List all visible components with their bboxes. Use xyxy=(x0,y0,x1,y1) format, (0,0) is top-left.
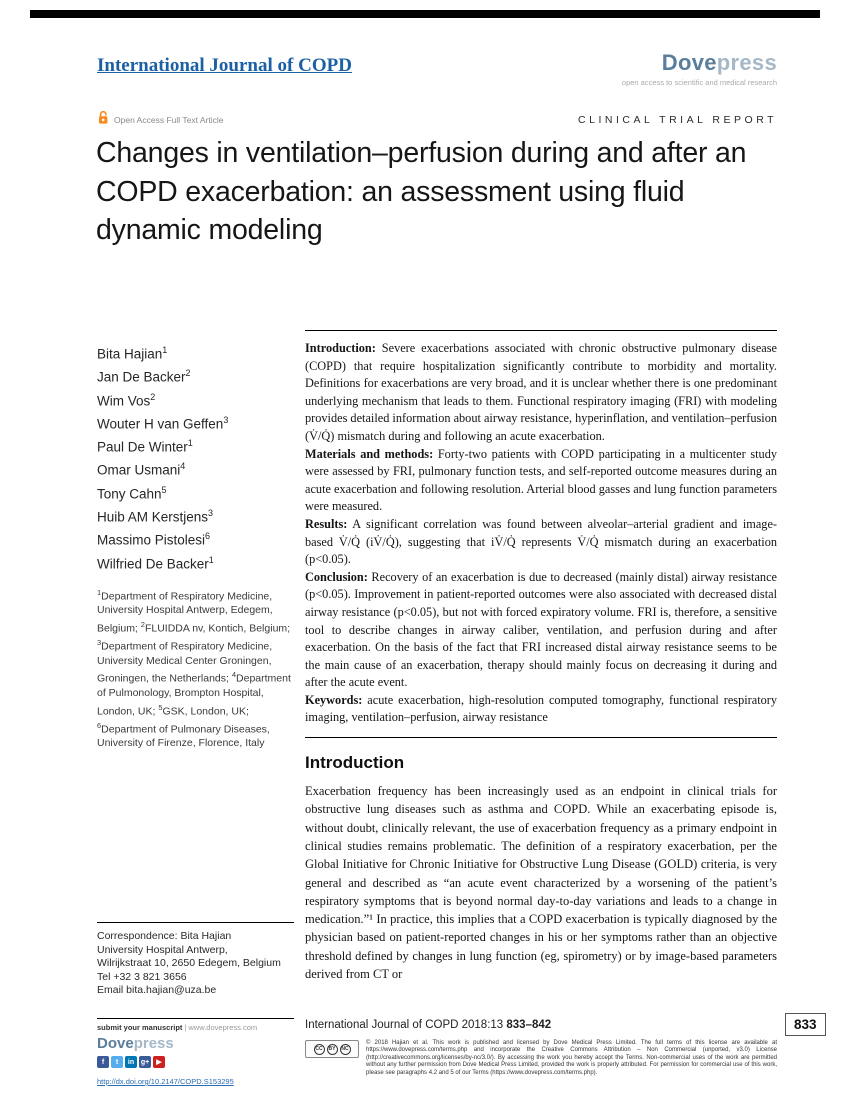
submit-label: submit your manuscript xyxy=(97,1023,183,1032)
open-access-label: Open Access Full Text Article xyxy=(114,115,224,125)
introduction-paragraph: Exacerbation frequency has been increasingly used as an endpoint in clinical trials for obstructive lung diseases such as asthma and COPD. While an exacerbating episode is, without doubt, clinically relevant, the use of exacerbation frequency as a primary endpoint in clinical studies remains problematic. The definition of a respiratory exacerbation, per the Global Initiative for Chronic Initiative for Obstructive Lung Disease (GOLD) criteria, is very general and described as “an acute event characterized by a worsening of the patient’s respiratory symptoms that is beyond normal day-to-day variations and leads to a change in medication.”¹ In practice, this implies that a COPD exacerbation is typically diagnosed by the physician based on patient-reported changes in his or her symptoms rather than an objective threshold defined by changes in lung function (eg, spirometry) or by image-based parameters derived from CT or xyxy=(305,784,777,982)
article-title: Changes in ventilation–perfusion during and after an COPD exacerbation: an assessment using fluid dynamic modeling xyxy=(96,137,747,246)
author-name: Tony Cahn$^5$ xyxy=(97,484,167,502)
author-name: Bita Hajian$^1$ xyxy=(97,345,168,362)
linkedin-icon[interactable]: in xyxy=(125,1056,137,1068)
top-bar xyxy=(30,10,820,18)
twitter-icon[interactable]: t xyxy=(111,1056,123,1068)
page-number: 833 xyxy=(785,1013,826,1036)
abstract-label: Materials and methods: xyxy=(305,446,434,461)
footer-left-block xyxy=(97,1018,294,1068)
article-type-label: CLINICAL TRIAL REPORT xyxy=(578,114,777,126)
dovepress-footer-logo[interactable]: Dovepress xyxy=(97,1035,174,1052)
abstract-results: Results: A significant correlation was found between alveolar–arterial gradient and image-based V̇/Q̇ (iV̇/Q̇), suggesting that iV̇/Q̇ represents V̇/Q̇ mismatch during an exacerbation (p<0.05). xyxy=(305,516,777,567)
abstract-label: Introduction: xyxy=(305,341,376,355)
journal-citation: International Journal of COPD 2018:13 833–842 xyxy=(305,1019,552,1031)
page-range: 833–842 xyxy=(506,1019,552,1031)
publisher-tagline: open access to scientific and medical research xyxy=(621,78,777,87)
googleplus-icon[interactable]: g+ xyxy=(139,1056,151,1068)
correspondence-line: Wilrijkstraat 10, 2650 Edegem, Belgium xyxy=(97,957,281,970)
open-access-icon xyxy=(97,110,109,130)
abstract-conclusion: Conclusion: Recovery of an exacerbation is due to decreased (mainly distal) airway resistance (p<0.05). Improvement in patient-reported outcomes were also associated with decreased distal airway resistance (p<0.05), but not with forced expiratory volume. FRI is, therefore, a sensitive tool to describe changes in airway caliber, ventilation, and perfusion during and after exacerbation. On the basis of the fact that FRI increased distal airway resistance seems to be the main cause of an exacerbation, therapy should mainly focus on decreasing it during and after the acute event. xyxy=(305,569,777,690)
nc-icon: NC xyxy=(340,1044,351,1055)
abstract-label: Results: xyxy=(305,516,348,531)
dovepress-url-link[interactable]: www.dovepress.com xyxy=(188,1023,258,1032)
submit-manuscript-line: submit your manuscript | www.dovepress.com xyxy=(97,1023,258,1032)
abstract-label: Keywords: xyxy=(305,692,363,707)
author-name: Wilfried De Backer$^1$ xyxy=(97,554,214,572)
facebook-icon[interactable]: f xyxy=(97,1056,109,1068)
abstract xyxy=(305,330,777,738)
license-block xyxy=(305,1040,777,1077)
abstract-label: Conclusion: xyxy=(305,569,368,584)
publisher-block xyxy=(622,50,777,87)
dovepress-logo[interactable]: Dovepress xyxy=(661,50,777,75)
author-name: Massimo Pistolesi$^6$ xyxy=(97,531,211,548)
by-icon: BY xyxy=(327,1044,338,1055)
author-name: Paul De Winter$^1$ xyxy=(97,438,193,455)
correspondence-line: University Hospital Antwerp, xyxy=(97,943,228,956)
correspondence-line: Tel +32 3 821 3656 xyxy=(97,970,187,983)
author-name: Jan De Backer$^2$ xyxy=(97,368,191,385)
article-meta-row xyxy=(97,110,777,130)
open-access-block xyxy=(97,110,223,130)
cc-icon: CC xyxy=(314,1044,325,1055)
author-name: Omar Usmani$^4$ xyxy=(97,461,186,478)
cc-license-badge xyxy=(305,1040,359,1058)
correspondence-block xyxy=(97,922,294,998)
section-heading-introduction: Introduction xyxy=(305,753,405,773)
author-name: Wouter H van Geffen$^3$ xyxy=(97,414,229,432)
doi-link[interactable]: http://dx.doi.org/10.2147/COPD.S153295 xyxy=(97,1077,234,1086)
abstract-introduction: Introduction: Severe exacerbations associated with chronic obstructive pulmonary disease (COPD) that require hospitalization significantly contribute to morbidity and mortality. Definitions for exacerbations are very broad, and it is unclear whether there is one predominant underlying mechanism that leads to them. Functional respiratory imaging (FRI) with modeling provides detailed information about airway resistance, hyperinflation, and ventilation–perfusion (V̇/Q̇) mismatch during and following an acute exacerbation. xyxy=(305,341,778,443)
author-column xyxy=(97,341,294,751)
abstract-methods: Materials and methods: Forty-two patients with COPD participating in a multicenter study were assessed by FRI, pulmonary function tests, and self-reported outcome measures during an acute exacerbation and following resolution. Arterial blood gasses and lung function parameters were measured. xyxy=(305,446,777,514)
social-icons-row xyxy=(97,1056,294,1068)
correspondence-line: Correspondence: Bita Hajian xyxy=(97,930,232,942)
correspondence-email[interactable]: Email bita.hajian@uza.be xyxy=(97,984,217,997)
license-text: © 2018 Hajian et al. This work is published and licensed by Dove Medical Press Limited. The full terms of this license are available at https://www.dovepress.com/terms.php and incorporate the Creative Commons Attribution – Non Commercial (unported, v3.0) License (http://creativecommons.org/licenses/by-nc/3.0/). By accessing the work you hereby accept the Terms. Non-commercial uses of the work are permitted without any further permission from Dove Medical Press Limited, provided the work is properly attributed. For permission for commercial use of this work, please see paragraphs 4.2 and 5 of our Terms (https://www.dovepress.com/terms.php). xyxy=(366,1040,777,1076)
author-list xyxy=(97,341,294,574)
main-column xyxy=(305,330,777,983)
abstract-keywords: Keywords: acute exacerbation, high-resolution computed tomography, functional respiratory imaging, ventilation–perfusion, airway resistance xyxy=(305,692,777,725)
affiliations: $^1$Department of Respiratory Medicine, University Hospital Antwerp, Edegem, Belgium; $^2$FLUIDDA nv, Kontich, Belgium; $^3$Department of Respiratory Medicine, University Medical Center Groningen, Groningen, the Netherlands; $^4$Department of Pulmonology, Brompton Hospital, London, UK; $^5$GSK, London, UK; $^6$Department of Pulmonary Diseases, University of Firenze, Florence, Italy xyxy=(97,587,291,750)
youtube-icon[interactable]: ▶ xyxy=(153,1056,165,1068)
author-name: Huib AM Kerstjens$^3$ xyxy=(97,508,214,525)
journal-name-link[interactable]: International Journal of COPD xyxy=(97,55,352,76)
author-name: Wim Vos$^2$ xyxy=(97,391,156,409)
